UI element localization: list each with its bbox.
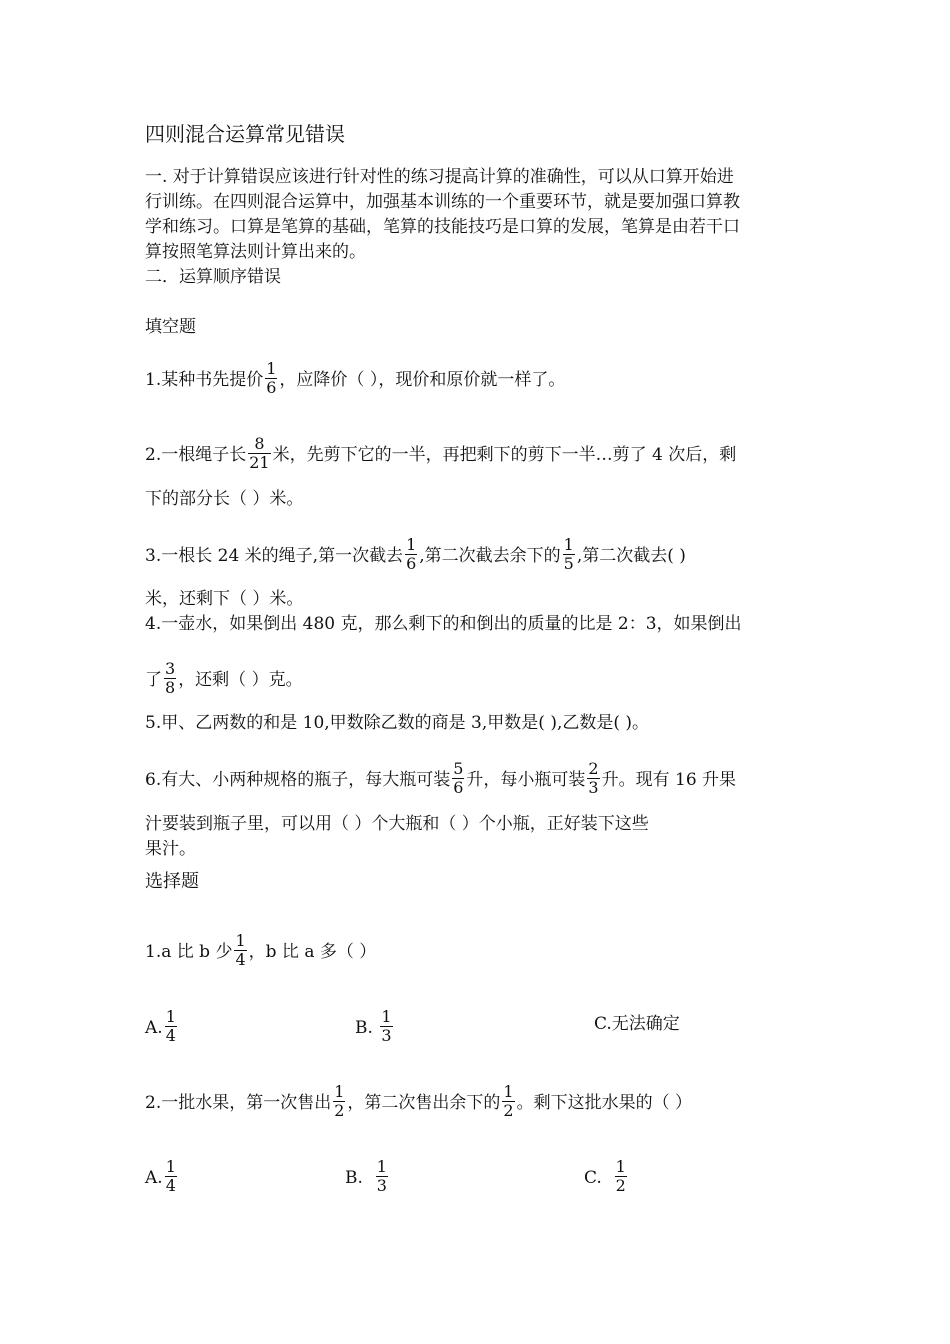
fill-q6-cont2: 果汁。: [145, 839, 196, 859]
choice-section-title: 选择题: [145, 871, 199, 892]
intro-line-4: 算按照笔算法则计算出来的。: [145, 242, 366, 262]
fill-section-title: 填空题: [145, 317, 196, 337]
fill-q1: 1.某种书先提价 $\frac{1}{6}$ ，应降价（ ），现价和原价就一样了。: [145, 359, 566, 397]
intro-line-3: 学和练习。口算是笔算的基础，笔算的技能技巧是口算的发展，笔算是由若干口: [145, 217, 740, 237]
fraction: $\frac{1}{4}$: [235, 931, 246, 969]
fill-q6: 6.有大、小两种规格的瓶子，每大瓶可装 $\frac{5}{6}$ 升，每小瓶可装 $\frac{2}{3}$ 升。现有 16 升果: [145, 759, 737, 797]
choice-q1: 1.a 比 b 少 $\frac{1}{4}$ ，b 比 a 多（ ）: [145, 931, 377, 969]
choice-q2-option-b[interactable]: B. $\frac{1}{3}$: [345, 1157, 387, 1195]
fraction: $\frac{8}{21}$: [249, 434, 270, 472]
fraction: $\frac{1}{6}$: [406, 535, 417, 573]
page-title: 四则混合运算常见错误: [145, 122, 345, 146]
choice-q1-option-a[interactable]: A. $\frac{1}{4}$: [145, 1007, 176, 1045]
fill-q3-cont: 米，还剩下（ ）米。: [145, 589, 304, 609]
intro-line-5: 二．运算顺序错误: [145, 267, 281, 287]
fraction: $\frac{1}{3}$: [376, 1157, 387, 1195]
intro-line-2: 行训练。在四则混合运算中，加强基本训练的一个重要环节，就是要加强口算教: [145, 192, 740, 212]
fraction: $\frac{5}{6}$: [453, 759, 464, 797]
fraction: $\frac{1}{4}$: [165, 1157, 176, 1195]
fraction: $\frac{2}{3}$: [588, 759, 599, 797]
fill-q2: 2.一根绳子长 $\frac{8}{21}$ 米，先剪下它的一半，再把剩下的剪下一半…剪了 4 次后，剩: [145, 434, 737, 472]
choice-q2-option-c[interactable]: C. $\frac{1}{2}$: [584, 1157, 626, 1195]
fraction: $\frac{3}{8}$: [165, 659, 176, 697]
fraction: $\frac{1}{2}$: [503, 1082, 514, 1120]
fill-q4: 4.一壶水，如果倒出 480 克，那么剩下的和倒出的质量的比是 2：3，如果倒出: [145, 614, 742, 634]
fraction: $\frac{1}{5}$: [563, 535, 574, 573]
fraction: $\frac{1}{4}$: [165, 1007, 176, 1045]
intro-line-1: 一. 对于计算错误应该进行针对性的练习提高计算的准确性，可以从口算开始进: [145, 167, 734, 187]
fill-q5: 5.甲、乙两数的和是 10,甲数除乙数的商是 3,甲数是( ),乙数是( )。: [145, 713, 650, 733]
choice-q2-option-a[interactable]: A. $\frac{1}{4}$: [145, 1157, 176, 1195]
fraction: $\frac{1}{2}$: [334, 1082, 345, 1120]
choice-q1-option-b[interactable]: B. $\frac{1}{3}$: [355, 1007, 392, 1045]
fill-q3: 3.一根长 24 米的绳子,第一次截去 $\frac{1}{6}$ ,第二次截去余下的 $\frac{1}{5}$ ,第二次截去( ): [145, 535, 686, 573]
fraction: $\frac{1}{3}$: [381, 1007, 392, 1045]
fill-q6-cont: 汁要装到瓶子里，可以用（ ）个大瓶和（ ）个小瓶，正好装下这些: [145, 814, 649, 834]
fill-q2-cont: 下的部分长（ ）米。: [145, 489, 304, 509]
fill-q4-cont: 了 $\frac{3}{8}$ ，还剩（ ）克。: [145, 659, 303, 697]
choice-q1-option-c[interactable]: C.无法确定: [594, 1014, 680, 1034]
fraction: $\frac{1}{6}$: [266, 359, 277, 397]
choice-q2: 2.一批水果，第一次售出 $\frac{1}{2}$ ，第二次售出余下的 $\frac{1}{2}$ 。剩下这批水果的（ ）: [145, 1082, 693, 1120]
fraction: $\frac{1}{2}$: [615, 1157, 626, 1195]
